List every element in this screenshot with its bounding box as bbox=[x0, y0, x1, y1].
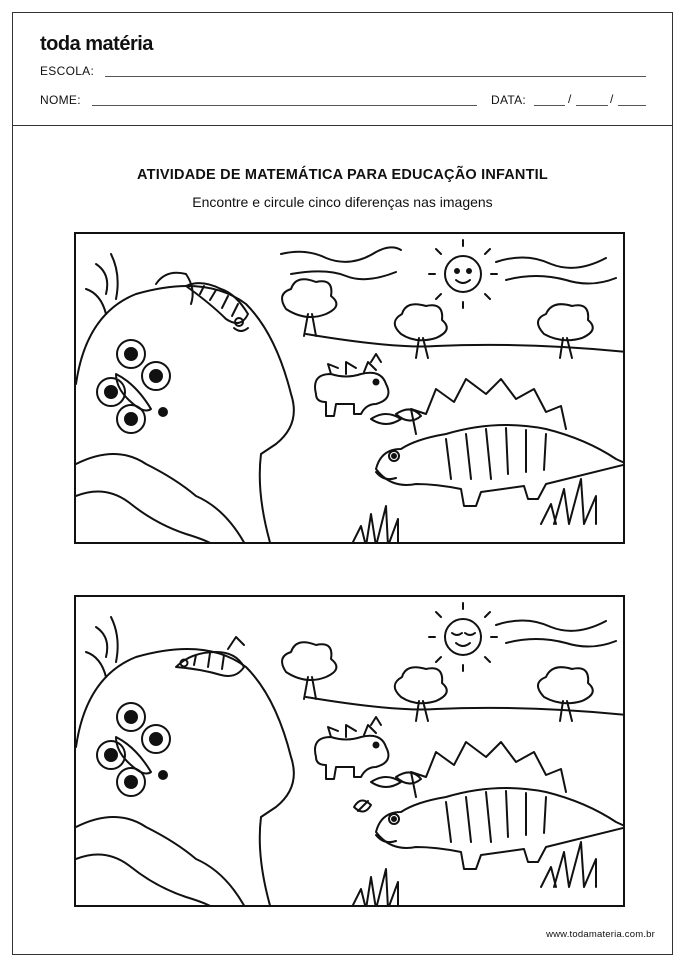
dinosaur-scene-illustration bbox=[76, 234, 625, 544]
tree-icon bbox=[282, 279, 336, 336]
caterpillar-icon bbox=[176, 637, 244, 676]
date-year-line[interactable] bbox=[618, 105, 646, 106]
tree-icon bbox=[538, 304, 593, 358]
date-label: DATA: bbox=[491, 93, 527, 107]
small-dinosaur-icon bbox=[315, 354, 388, 416]
activity-instructions: Encontre e circule cinco diferenças nas imagens bbox=[192, 194, 493, 210]
sun-icon bbox=[429, 603, 497, 671]
tree-icon bbox=[282, 642, 336, 699]
leaf-icon bbox=[354, 800, 371, 811]
date-day-line[interactable] bbox=[534, 105, 565, 106]
worksheet-page bbox=[12, 12, 673, 955]
tree-icon bbox=[395, 667, 447, 721]
dinosaur-scene-illustration bbox=[76, 597, 625, 907]
picture-original[interactable] bbox=[74, 232, 625, 544]
worksheet-header bbox=[13, 13, 672, 126]
footer-url: www.todamateria.com.br bbox=[546, 929, 655, 940]
sun-icon bbox=[429, 240, 497, 308]
school-field-line[interactable] bbox=[105, 76, 646, 77]
tree-icon bbox=[538, 667, 593, 721]
date-separator: / bbox=[568, 92, 572, 106]
butterfly-icon bbox=[97, 340, 170, 433]
activity-title: ATIVIDADE DE MATEMÁTICA PARA EDUCAÇÃO INFANTIL bbox=[137, 167, 548, 183]
date-month-line[interactable] bbox=[576, 105, 608, 106]
brand-logo: toda matéria bbox=[40, 33, 153, 55]
stegosaurus-icon bbox=[376, 379, 625, 506]
stegosaurus-icon bbox=[376, 742, 625, 869]
tree-icon bbox=[395, 304, 447, 358]
name-label: NOME: bbox=[40, 93, 81, 107]
picture-modified[interactable] bbox=[74, 595, 625, 907]
small-dinosaur-icon bbox=[315, 717, 388, 779]
butterfly-icon bbox=[97, 703, 170, 796]
name-field-line[interactable] bbox=[92, 105, 477, 106]
date-separator: / bbox=[610, 92, 614, 106]
school-label: ESCOLA: bbox=[40, 64, 95, 78]
